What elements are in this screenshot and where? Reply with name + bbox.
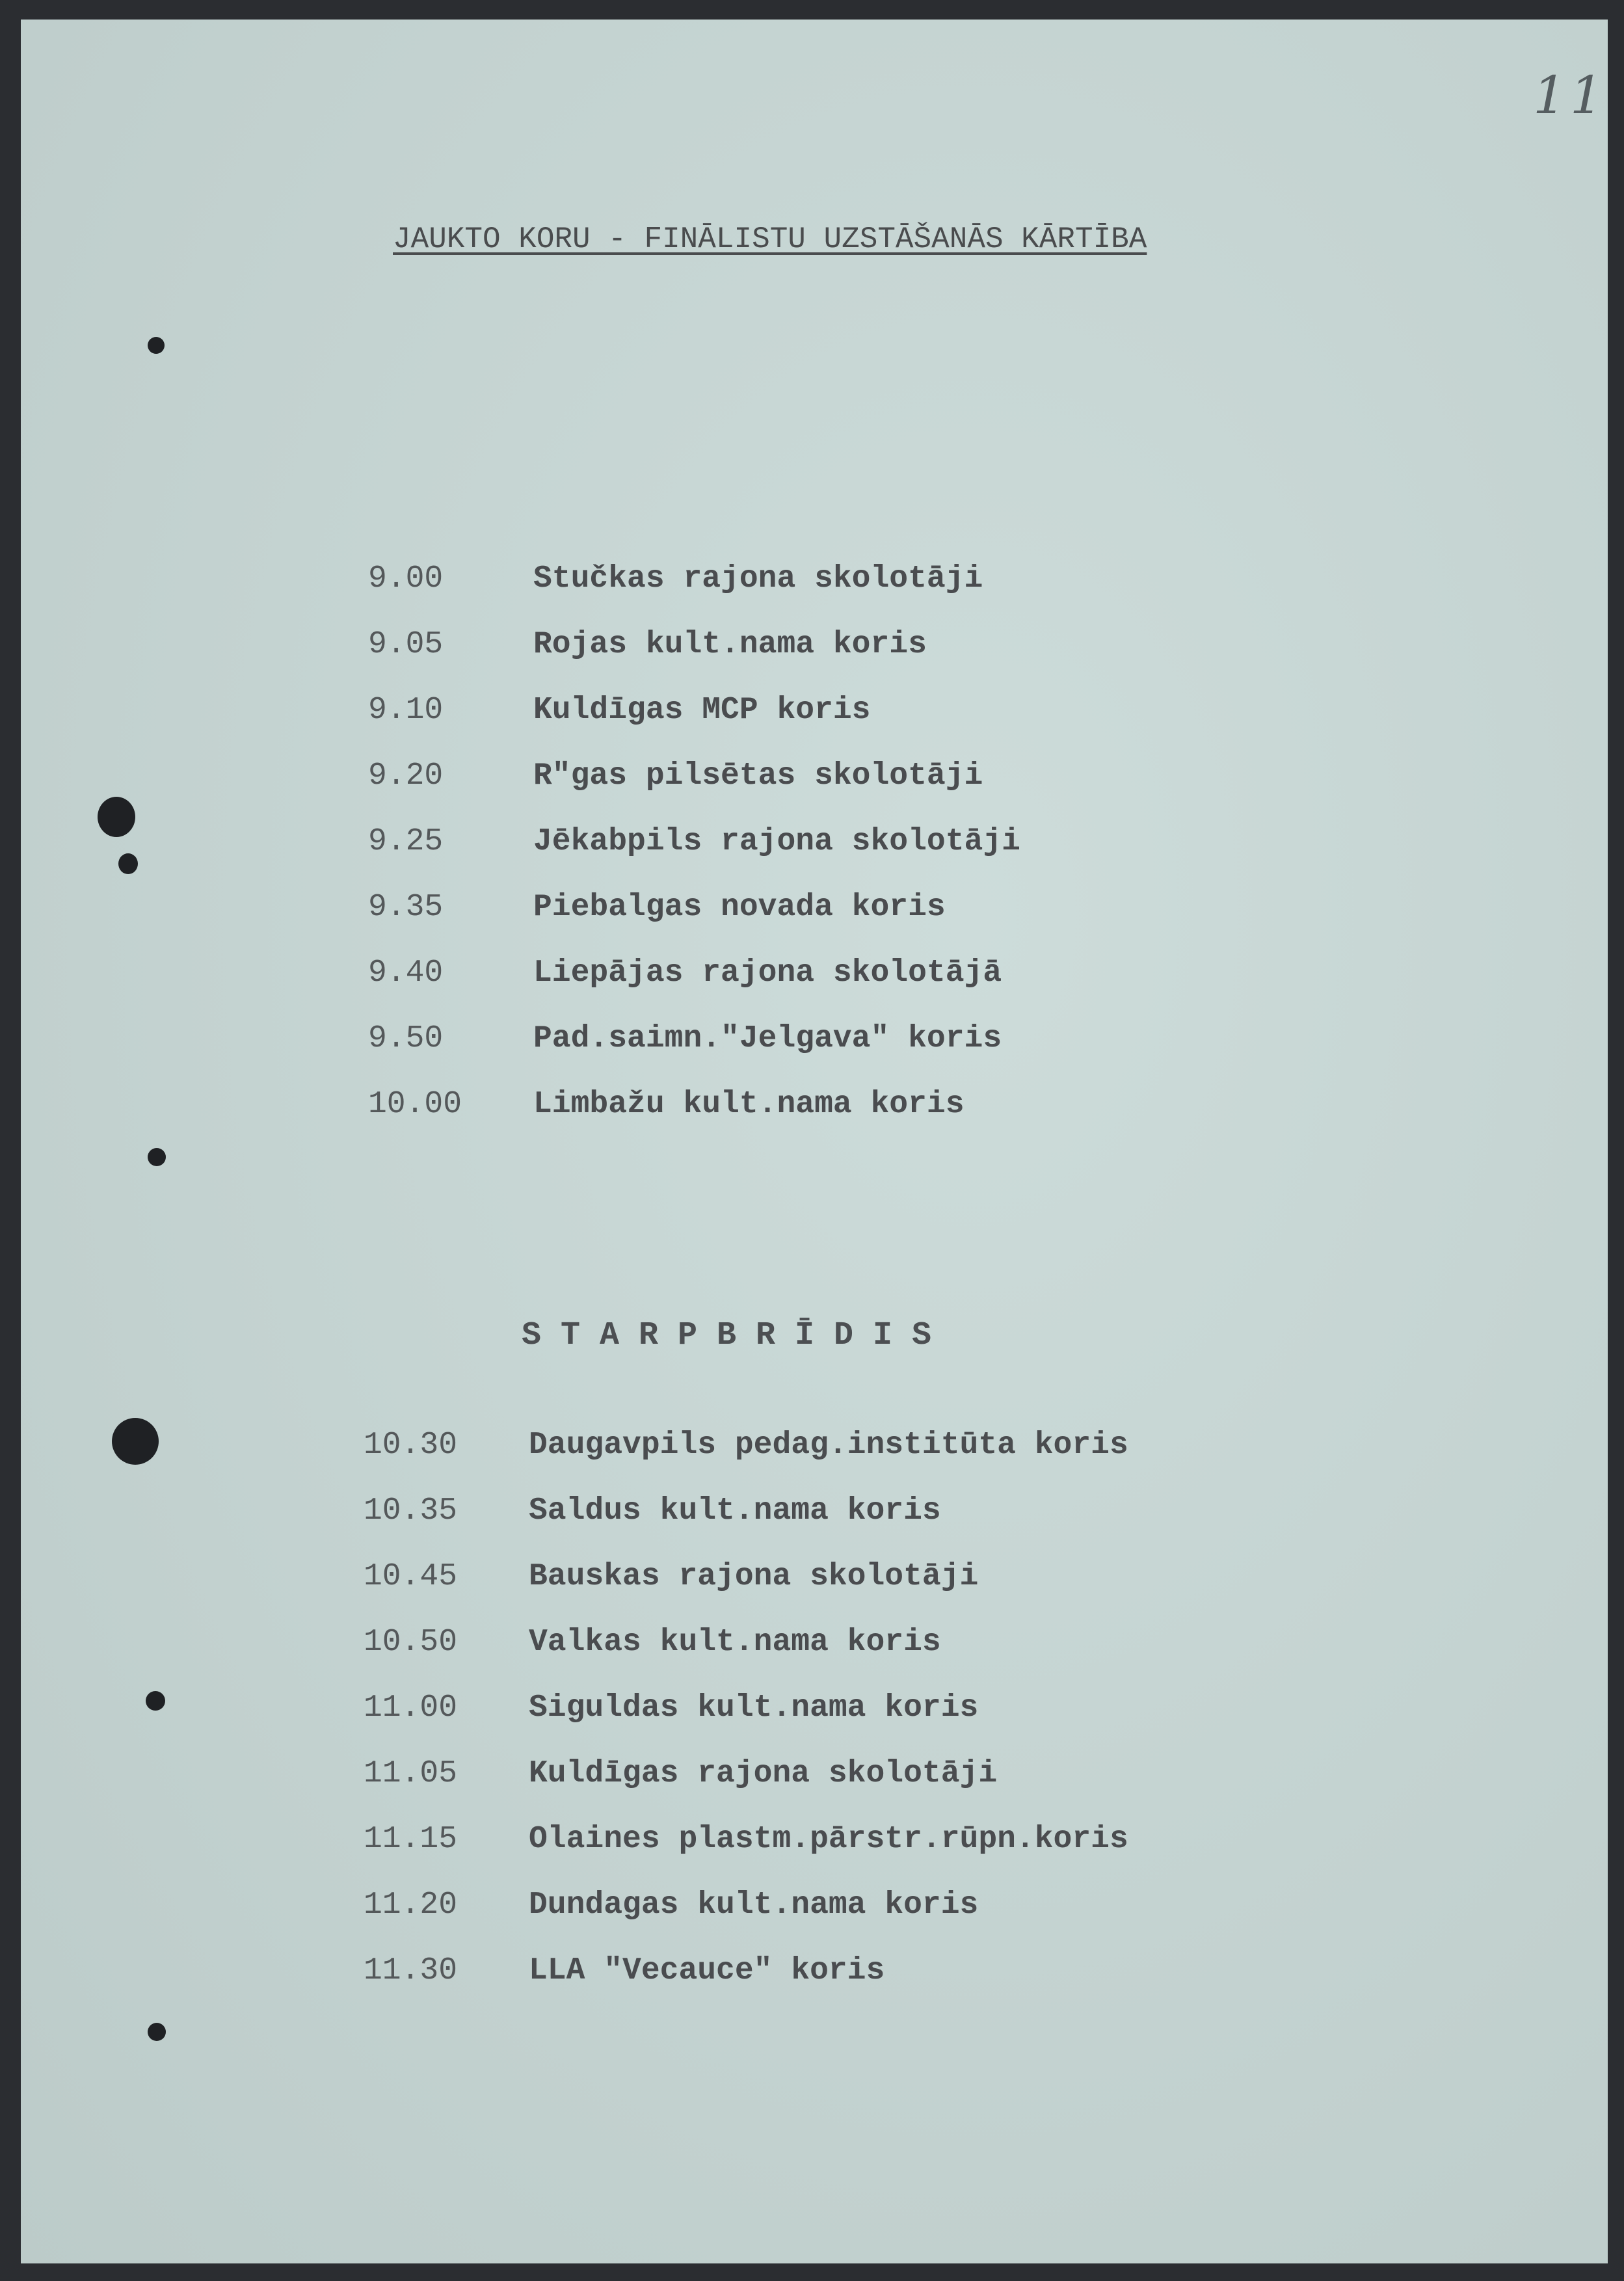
row-performer: Pad.saimn."Jelgava" koris [533, 1021, 1002, 1056]
row-time: 11.00 [364, 1690, 458, 1726]
row-performer: LLA "Vecauce" koris [529, 1953, 885, 1988]
punch-hole [112, 1418, 159, 1465]
row-time: 10.00 [368, 1087, 462, 1122]
row-time: 11.15 [364, 1822, 458, 1857]
row-performer: Saldus kult.nama koris [529, 1493, 941, 1528]
row-performer: Siguldas kult.nama koris [529, 1690, 979, 1726]
row-performer: Piebalgas novada koris [533, 890, 946, 925]
row-performer: Rojas kult.nama koris [533, 627, 927, 662]
row-time: 9.50 [368, 1021, 444, 1056]
row-time: 9.40 [368, 955, 444, 991]
row-time: 9.20 [368, 758, 444, 794]
row-performer: R"gas pilsētas skolotāji [533, 758, 983, 794]
row-time: 9.00 [368, 561, 444, 596]
punch-hole [146, 1691, 165, 1711]
row-performer: Olaines plastm.pārstr.rūpn.koris [529, 1822, 1128, 1857]
row-performer: Liepājas rajona skolotājā [533, 955, 1002, 991]
punch-hole [98, 797, 135, 837]
row-time: 10.50 [364, 1625, 458, 1660]
row-performer: Jēkabpils rajona skolotāji [533, 824, 1020, 859]
row-performer: Kuldīgas MCP koris [533, 693, 871, 728]
row-time: 11.05 [364, 1756, 458, 1791]
row-time: 9.35 [368, 890, 444, 925]
row-performer: Stučkas rajona skolotāji [533, 561, 983, 596]
row-performer: Kuldīgas rajona skolotāji [529, 1756, 998, 1791]
row-time: 9.10 [368, 693, 444, 728]
page-number: 11 [1533, 65, 1607, 126]
row-time: 9.05 [368, 627, 444, 662]
row-performer: Valkas kult.nama koris [529, 1625, 941, 1660]
row-performer: Daugavpils pedag.institūta koris [529, 1428, 1128, 1463]
punch-hole [148, 1148, 166, 1166]
document-title: JAUKTO KORU - FINĀLISTU UZSTĀŠANĀS KĀRTĪBA [393, 222, 1147, 256]
row-performer: Limbažu kult.nama koris [533, 1087, 965, 1122]
paper-sheet [21, 20, 1608, 2263]
row-performer: Bauskas rajona skolotāji [529, 1559, 979, 1594]
row-performer: Dundagas kult.nama koris [529, 1887, 979, 1923]
row-time: 10.35 [364, 1493, 458, 1528]
row-time: 10.30 [364, 1428, 458, 1463]
row-time: 9.25 [368, 824, 444, 859]
row-time: 11.30 [364, 1953, 458, 1988]
punch-hole [148, 337, 165, 354]
row-time: 10.45 [364, 1559, 458, 1594]
punch-hole [148, 2023, 166, 2041]
row-time: 11.20 [364, 1887, 458, 1923]
punch-hole [118, 853, 138, 874]
break-heading: STARPBRĪDIS [522, 1317, 952, 1354]
